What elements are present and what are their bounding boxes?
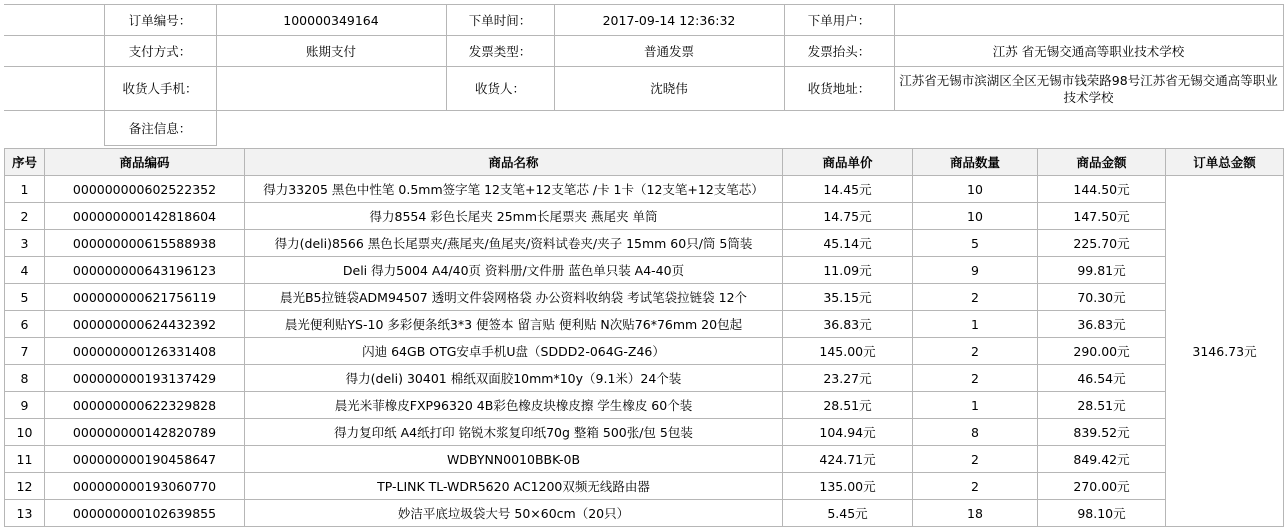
cell-amount: 99.81元: [1038, 257, 1166, 284]
cell-code: 000000000622329828: [45, 392, 245, 419]
cell-qty: 2: [913, 365, 1038, 392]
receiver-address-text: 江苏省无锡市滨湖区全区无锡市钱荣路98号江苏省无锡交通高等职业技术学校: [899, 72, 1278, 105]
cell-no: 5: [5, 284, 45, 311]
cell-name: 得力33205 黑色中性笔 0.5mm签字笔 12支笔+12支笔芯 /卡 1卡（12支笔+12支笔芯）: [245, 176, 783, 203]
cell-no: 9: [5, 392, 45, 419]
cell-price: 45.14元: [783, 230, 913, 257]
cell-price: 14.45元: [783, 176, 913, 203]
cell-amount: 36.83元: [1038, 311, 1166, 338]
cell-name: 得力8554 彩色长尾夹 25mm长尾票夹 燕尾夹 单筒: [245, 203, 783, 230]
cell-name: Deli 得力5004 A4/40页 资料册/文件册 蓝色单只装 A4-40页: [245, 257, 783, 284]
cell-name: 晨光B5拉链袋ADM94507 透明文件袋网格袋 办公资料收纳袋 考试笔袋拉链袋 12个: [245, 284, 783, 311]
cell-code: 000000000190458647: [45, 446, 245, 473]
info-row: [4, 67, 1283, 111]
cell-order-total: 3146.73元: [1166, 176, 1284, 527]
cell-amount: 70.30元: [1038, 284, 1166, 311]
header-no: 序号: [5, 149, 45, 176]
receiver-name-value: 沈晓伟: [554, 67, 784, 111]
remark-filler-2: [554, 111, 784, 146]
info-row: [4, 36, 1283, 67]
order-time-label: 下单时间：: [446, 5, 554, 36]
header-order-total: 订单总金额: [1166, 149, 1284, 176]
table-row: [5, 365, 1284, 392]
cell-price: 36.83元: [783, 311, 913, 338]
cell-code: 000000000102639855: [45, 500, 245, 527]
cell-price: 11.09元: [783, 257, 913, 284]
cell-price: 5.45元: [783, 500, 913, 527]
cell-name: 得力复印纸 A4纸打印 铭锐木浆复印纸70g 整箱 500张/包 5包装: [245, 419, 783, 446]
cell-no: 1: [5, 176, 45, 203]
table-row: [5, 338, 1284, 365]
header-qty: 商品数量: [913, 149, 1038, 176]
spacer-cell: [4, 67, 104, 111]
cell-code: 000000000615588938: [45, 230, 245, 257]
cell-price: 424.71元: [783, 446, 913, 473]
goods-table-header-row: [5, 149, 1284, 176]
cell-name: 晨光便利贴YS-10 多彩便条纸3*3 便签本 留言贴 便利贴 N次贴76*76mm 20包起: [245, 311, 783, 338]
cell-code: 000000000193060770: [45, 473, 245, 500]
remark-filler-4: [894, 111, 1283, 146]
table-row: [5, 176, 1284, 203]
cell-amount: 147.50元: [1038, 203, 1166, 230]
goods-table: [4, 148, 1284, 527]
payment-method-value: 账期支付: [216, 36, 446, 67]
cell-price: 145.00元: [783, 338, 913, 365]
receiver-address-value: [894, 67, 1283, 111]
header-name: 商品名称: [245, 149, 783, 176]
cell-qty: 18: [913, 500, 1038, 527]
cell-code: 000000000643196123: [45, 257, 245, 284]
cell-amount: 839.52元: [1038, 419, 1166, 446]
receiver-address-label: 收货地址：: [784, 67, 894, 111]
cell-price: 35.15元: [783, 284, 913, 311]
cell-qty: 2: [913, 473, 1038, 500]
cell-no: 4: [5, 257, 45, 284]
cell-code: 000000000621756119: [45, 284, 245, 311]
cell-qty: 10: [913, 203, 1038, 230]
cell-amount: 225.70元: [1038, 230, 1166, 257]
cell-no: 3: [5, 230, 45, 257]
info-row: [4, 5, 1283, 36]
cell-no: 10: [5, 419, 45, 446]
table-row: [5, 446, 1284, 473]
table-row: [5, 500, 1284, 527]
receiver-phone-label: 收货人手机：: [104, 67, 216, 111]
remark-filler-1: [446, 111, 554, 146]
order-info-table: [4, 4, 1284, 146]
cell-qty: 10: [913, 176, 1038, 203]
cell-amount: 98.10元: [1038, 500, 1166, 527]
cell-amount: 290.00元: [1038, 338, 1166, 365]
order-user-label: 下单用户：: [784, 5, 894, 36]
cell-name: 得力(deli)8566 黑色长尾票夹/燕尾夹/鱼尾夹/资料试卷夹/夹子 15mm 60只/筒 5筒装: [245, 230, 783, 257]
table-row: [5, 311, 1284, 338]
cell-no: 8: [5, 365, 45, 392]
table-row: [5, 419, 1284, 446]
cell-price: 104.94元: [783, 419, 913, 446]
cell-name: 得力(deli) 30401 棉纸双面胶10mm*10y（9.1米）24个装: [245, 365, 783, 392]
cell-code: 000000000193137429: [45, 365, 245, 392]
cell-no: 12: [5, 473, 45, 500]
remark-row: [4, 111, 1283, 146]
receiver-name-label: 收货人：: [446, 67, 554, 111]
cell-name: 晨光米菲橡皮FXP96320 4B彩色橡皮块橡皮擦 学生橡皮 60个装: [245, 392, 783, 419]
header-price: 商品单价: [783, 149, 913, 176]
cell-name: WDBYNN0010BBK-0B: [245, 446, 783, 473]
cell-qty: 9: [913, 257, 1038, 284]
order-user-value: [894, 5, 1283, 36]
table-row: [5, 284, 1284, 311]
table-row: [5, 203, 1284, 230]
cell-no: 13: [5, 500, 45, 527]
table-row: [5, 473, 1284, 500]
remark-label: 备注信息：: [104, 111, 216, 146]
cell-price: 28.51元: [783, 392, 913, 419]
cell-price: 23.27元: [783, 365, 913, 392]
table-row: [5, 257, 1284, 284]
receiver-phone-value: [216, 67, 446, 111]
cell-amount: 270.00元: [1038, 473, 1166, 500]
order-time-value: 2017-09-14 12:36:32: [554, 5, 784, 36]
cell-name: 闪迪 64GB OTG安卓手机U盘（SDDD2-064G-Z46）: [245, 338, 783, 365]
cell-price: 135.00元: [783, 473, 913, 500]
cell-amount: 144.50元: [1038, 176, 1166, 203]
cell-qty: 2: [913, 446, 1038, 473]
spacer-cell: [4, 36, 104, 67]
invoice-type-value: 普通发票: [554, 36, 784, 67]
cell-no: 7: [5, 338, 45, 365]
table-row: [5, 392, 1284, 419]
cell-code: 000000000126331408: [45, 338, 245, 365]
cell-no: 11: [5, 446, 45, 473]
header-amount: 商品金额: [1038, 149, 1166, 176]
order-detail-page: [0, 4, 1287, 521]
cell-qty: 2: [913, 338, 1038, 365]
cell-qty: 5: [913, 230, 1038, 257]
cell-amount: 28.51元: [1038, 392, 1166, 419]
cell-amount: 46.54元: [1038, 365, 1166, 392]
spacer-cell: [4, 111, 104, 146]
order-id-label: 订单编号：: [104, 5, 216, 36]
invoice-title-value: 江苏 省无锡交通高等职业技术学校: [894, 36, 1283, 67]
spacer-cell: [4, 5, 104, 36]
cell-qty: 2: [913, 284, 1038, 311]
cell-code: 000000000142818604: [45, 203, 245, 230]
cell-price: 14.75元: [783, 203, 913, 230]
invoice-type-label: 发票类型：: [446, 36, 554, 67]
cell-no: 2: [5, 203, 45, 230]
cell-amount: 849.42元: [1038, 446, 1166, 473]
cell-no: 6: [5, 311, 45, 338]
table-row: [5, 230, 1284, 257]
cell-qty: 1: [913, 311, 1038, 338]
cell-name: 妙洁平底垃圾袋大号 50×60cm（20只）: [245, 500, 783, 527]
cell-qty: 8: [913, 419, 1038, 446]
order-id-value: 100000349164: [216, 5, 446, 36]
remark-value: [216, 111, 446, 146]
cell-code: 000000000602522352: [45, 176, 245, 203]
remark-filler-3: [784, 111, 894, 146]
invoice-title-label: 发票抬头：: [784, 36, 894, 67]
cell-qty: 1: [913, 392, 1038, 419]
header-code: 商品编码: [45, 149, 245, 176]
cell-code: 000000000624432392: [45, 311, 245, 338]
cell-code: 000000000142820789: [45, 419, 245, 446]
cell-name: TP-LINK TL-WDR5620 AC1200双频无线路由器: [245, 473, 783, 500]
payment-method-label: 支付方式：: [104, 36, 216, 67]
